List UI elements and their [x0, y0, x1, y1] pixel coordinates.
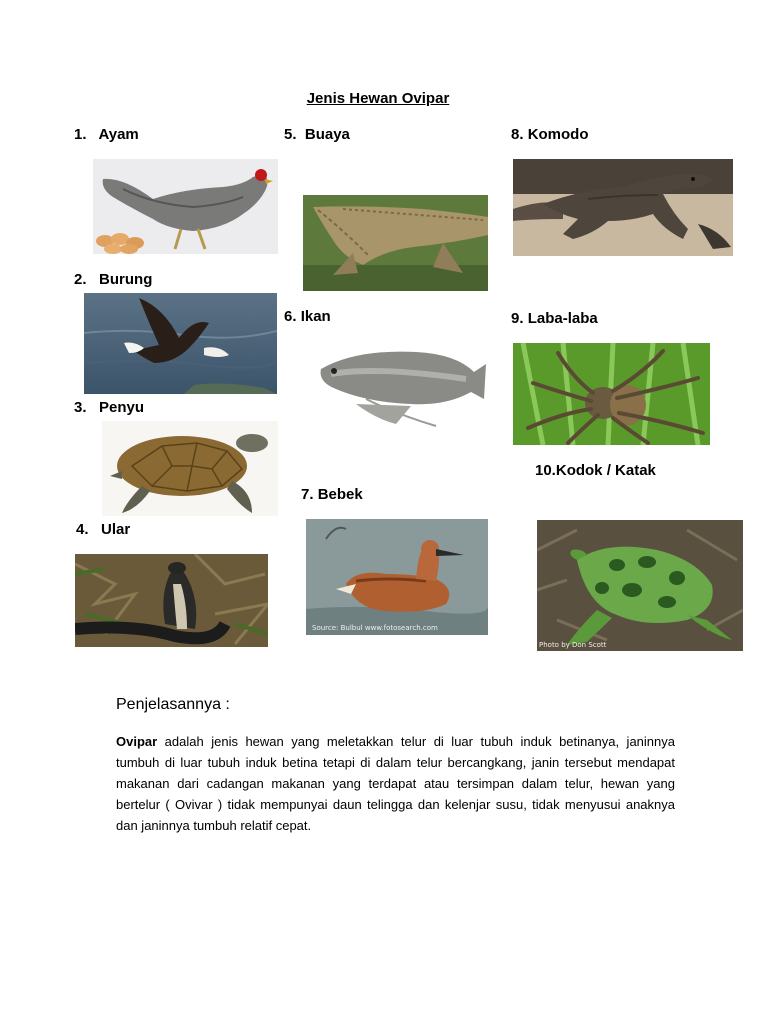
- explanation-paragraph: [116, 731, 675, 836]
- explanation-body: adalah jenis hewan yang meletakkan telur di luar tubuh induk betinanya, janinnya tumbuh di luar tubuh induk betina tetapi di dalam telur bercangkang, janin tersebut mendapat makanan dari cadangan makanan yang terdapat atau tersimpan dalam telur, hewan yang bertelur ( Ovivar ) tidak mempunyai daun telingga dan kelenjar susu, tidak menyusui anaknya dan janinnya tumbuh relatif cepat.: [116, 734, 675, 833]
- eagle-photo: [84, 293, 277, 394]
- crocodile-photo: [303, 195, 488, 291]
- animal-label-ayam: 1. Ayam: [74, 126, 139, 143]
- animal-label-ikan: 6. Ikan: [284, 308, 331, 325]
- explanation-term: Ovipar: [116, 734, 158, 749]
- animal-label-burung: 2. Burung: [74, 271, 153, 288]
- animal-label-penyu: 3. Penyu: [74, 399, 145, 416]
- duck-photo-credit: Source: Bulbul www.fotosearch.com: [312, 624, 438, 632]
- frog-photo: [537, 520, 743, 651]
- animal-label-ular: 4. Ular: [76, 521, 131, 538]
- wolf-spider-photo: [513, 343, 710, 445]
- duck-photo: [306, 519, 488, 635]
- animal-label-kodok-katak: 10.Kodok / Katak: [535, 462, 656, 479]
- chicken-photo: [93, 159, 278, 254]
- animal-label-buaya: 5. Buaya: [284, 126, 350, 143]
- animal-label-laba-laba: 9. Laba-laba: [511, 310, 598, 327]
- animal-label-bebek: 7. Bebek: [301, 486, 363, 503]
- explanation-heading: Penjelasannya :: [116, 696, 230, 713]
- gourami-fish-photo: [316, 344, 488, 429]
- komodo-dragon-photo: [513, 159, 733, 256]
- sea-turtle-photo: [102, 421, 278, 516]
- animal-label-komodo: 8. Komodo: [511, 126, 589, 143]
- page-title: Jenis Hewan Ovipar: [306, 90, 450, 107]
- cobra-photo: [75, 554, 268, 647]
- frog-photo-credit: Photo by Don Scott: [539, 641, 607, 649]
